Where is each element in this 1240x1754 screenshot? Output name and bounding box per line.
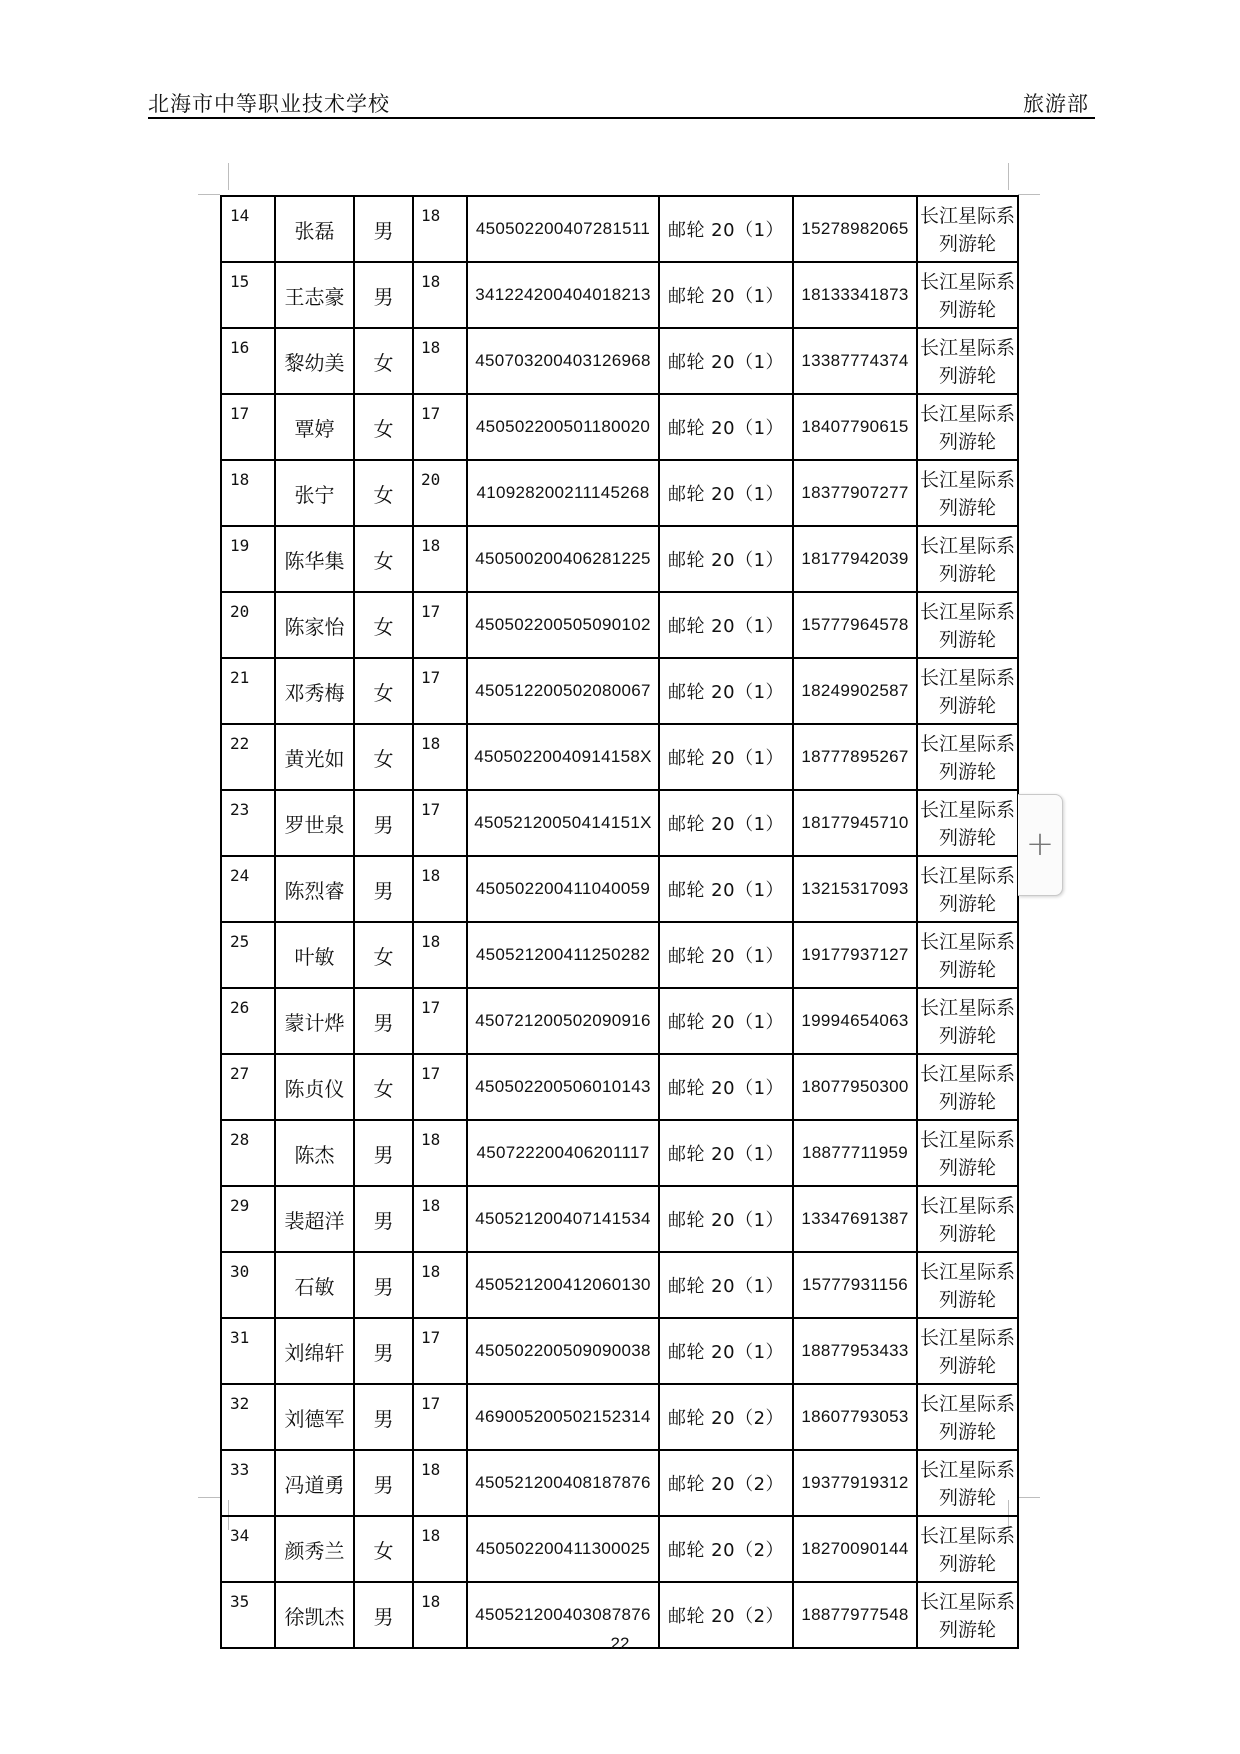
class-name-cell: 邮轮 20（1） (659, 262, 793, 328)
crop-mark-bottom-right-h (1018, 1497, 1040, 1498)
class-name-cell: 邮轮 20（1） (659, 856, 793, 922)
age-cell: 18 (413, 856, 467, 922)
roster-body (221, 196, 1018, 1648)
gender-cell: 女 (354, 1516, 413, 1582)
class-name-cell: 邮轮 20（1） (659, 1318, 793, 1384)
employer-cell: 长江星际系列游轮 (917, 658, 1018, 724)
employer-cell: 长江星际系列游轮 (917, 1582, 1018, 1648)
student-name-cell: 陈贞仪 (275, 1054, 354, 1120)
gender-cell: 女 (354, 592, 413, 658)
age-cell: 18 (413, 922, 467, 988)
employer-cell: 长江星际系列游轮 (917, 262, 1018, 328)
employer-cell: 长江星际系列游轮 (917, 460, 1018, 526)
age-cell: 17 (413, 790, 467, 856)
age-cell: 17 (413, 394, 467, 460)
student-name-cell: 刘绵轩 (275, 1318, 354, 1384)
age-cell: 18 (413, 1186, 467, 1252)
row-number-cell: 31 (221, 1318, 275, 1384)
gender-cell: 男 (354, 1318, 413, 1384)
table-row (221, 1516, 1018, 1582)
table-row (221, 262, 1018, 328)
row-number-cell: 18 (221, 460, 275, 526)
class-name-cell: 邮轮 20（2） (659, 1582, 793, 1648)
student-name-cell: 石敏 (275, 1252, 354, 1318)
plus-icon: + (1025, 824, 1055, 864)
class-name-cell: 邮轮 20（2） (659, 1450, 793, 1516)
id-number-cell: 450521200412060130 (467, 1252, 659, 1318)
class-name-cell: 邮轮 20（1） (659, 1120, 793, 1186)
age-cell: 18 (413, 1582, 467, 1648)
phone-number-cell: 18877711959 (793, 1120, 917, 1186)
table-row (221, 328, 1018, 394)
student-name-cell: 陈华集 (275, 526, 354, 592)
row-number-cell: 34 (221, 1516, 275, 1582)
student-name-cell: 罗世泉 (275, 790, 354, 856)
row-number-cell: 15 (221, 262, 275, 328)
phone-number-cell: 13215317093 (793, 856, 917, 922)
row-number-cell: 19 (221, 526, 275, 592)
row-number-cell: 23 (221, 790, 275, 856)
student-name-cell: 陈烈睿 (275, 856, 354, 922)
gender-cell: 女 (354, 922, 413, 988)
employer-cell: 长江星际系列游轮 (917, 1384, 1018, 1450)
class-name-cell: 邮轮 20（1） (659, 790, 793, 856)
phone-number-cell: 18877977548 (793, 1582, 917, 1648)
gender-cell: 男 (354, 856, 413, 922)
id-number-cell: 45052120050414151X (467, 790, 659, 856)
id-number-cell: 469005200502152314 (467, 1384, 659, 1450)
gender-cell: 女 (354, 658, 413, 724)
class-name-cell: 邮轮 20（1） (659, 328, 793, 394)
table-row (221, 922, 1018, 988)
gender-cell: 女 (354, 394, 413, 460)
row-number-cell: 26 (221, 988, 275, 1054)
student-name-cell: 陈杰 (275, 1120, 354, 1186)
phone-number-cell: 18133341873 (793, 262, 917, 328)
id-number-cell: 450502200501180020 (467, 394, 659, 460)
employer-cell: 长江星际系列游轮 (917, 328, 1018, 394)
employer-cell: 长江星际系列游轮 (917, 196, 1018, 262)
phone-number-cell: 18249902587 (793, 658, 917, 724)
id-number-cell: 450521200407141534 (467, 1186, 659, 1252)
table-row (221, 856, 1018, 922)
row-number-cell: 33 (221, 1450, 275, 1516)
phone-number-cell: 15777964578 (793, 592, 917, 658)
age-cell: 18 (413, 1450, 467, 1516)
table-row (221, 394, 1018, 460)
age-cell: 17 (413, 988, 467, 1054)
phone-number-cell: 15777931156 (793, 1252, 917, 1318)
table-row (221, 1054, 1018, 1120)
row-number-cell: 35 (221, 1582, 275, 1648)
class-name-cell: 邮轮 20（1） (659, 922, 793, 988)
class-name-cell: 邮轮 20（1） (659, 526, 793, 592)
id-number-cell: 450521200411250282 (467, 922, 659, 988)
id-number-cell: 450502200505090102 (467, 592, 659, 658)
gender-cell: 女 (354, 526, 413, 592)
id-number-cell: 450500200406281225 (467, 526, 659, 592)
employer-cell: 长江星际系列游轮 (917, 922, 1018, 988)
page-number: 22 (610, 1634, 630, 1653)
student-name-cell: 黄光如 (275, 724, 354, 790)
age-cell: 17 (413, 1054, 467, 1120)
id-number-cell: 450512200502080067 (467, 658, 659, 724)
row-number-cell: 22 (221, 724, 275, 790)
class-name-cell: 邮轮 20（1） (659, 196, 793, 262)
crop-mark-top-right-v (1008, 163, 1009, 190)
row-number-cell: 25 (221, 922, 275, 988)
phone-number-cell: 18877953433 (793, 1318, 917, 1384)
class-name-cell: 邮轮 20（1） (659, 1054, 793, 1120)
employer-cell: 长江星际系列游轮 (917, 1252, 1018, 1318)
gender-cell: 男 (354, 1450, 413, 1516)
table-row (221, 724, 1018, 790)
student-name-cell: 徐凯杰 (275, 1582, 354, 1648)
employer-cell: 长江星际系列游轮 (917, 1450, 1018, 1516)
table-row (221, 526, 1018, 592)
class-name-cell: 邮轮 20（2） (659, 1384, 793, 1450)
row-number-cell: 30 (221, 1252, 275, 1318)
employer-cell: 长江星际系列游轮 (917, 988, 1018, 1054)
student-name-cell: 蒙计烨 (275, 988, 354, 1054)
gender-cell: 男 (354, 1384, 413, 1450)
employer-cell: 长江星际系列游轮 (917, 790, 1018, 856)
table-row (221, 790, 1018, 856)
student-name-cell: 黎幼美 (275, 328, 354, 394)
gender-cell: 女 (354, 460, 413, 526)
age-cell: 18 (413, 262, 467, 328)
row-number-cell: 14 (221, 196, 275, 262)
age-cell: 18 (413, 1252, 467, 1318)
gender-cell: 男 (354, 1120, 413, 1186)
table-row (221, 1120, 1018, 1186)
table-row (221, 1384, 1018, 1450)
student-name-cell: 覃婷 (275, 394, 354, 460)
student-name-cell: 刘德军 (275, 1384, 354, 1450)
class-name-cell: 邮轮 20（1） (659, 1252, 793, 1318)
gender-cell: 男 (354, 988, 413, 1054)
age-cell: 17 (413, 1384, 467, 1450)
table-row (221, 196, 1018, 262)
phone-number-cell: 18270090144 (793, 1516, 917, 1582)
gender-cell: 女 (354, 328, 413, 394)
row-number-cell: 24 (221, 856, 275, 922)
id-number-cell: 450502200509090038 (467, 1318, 659, 1384)
employer-cell: 长江星际系列游轮 (917, 394, 1018, 460)
table-row (221, 1450, 1018, 1516)
age-cell: 17 (413, 658, 467, 724)
row-number-cell: 17 (221, 394, 275, 460)
id-number-cell: 450502200506010143 (467, 1054, 659, 1120)
phone-number-cell: 18777895267 (793, 724, 917, 790)
crop-mark-bottom-left-h (198, 1497, 220, 1498)
class-name-cell: 邮轮 20（1） (659, 394, 793, 460)
phone-number-cell: 19994654063 (793, 988, 917, 1054)
gender-cell: 男 (354, 1582, 413, 1648)
phone-number-cell: 19177937127 (793, 922, 917, 988)
class-name-cell: 邮轮 20（1） (659, 460, 793, 526)
employer-cell: 长江星际系列游轮 (917, 1054, 1018, 1120)
student-name-cell: 冯道勇 (275, 1450, 354, 1516)
class-name-cell: 邮轮 20（1） (659, 724, 793, 790)
id-number-cell: 45050220040914158X (467, 724, 659, 790)
row-number-cell: 28 (221, 1120, 275, 1186)
class-name-cell: 邮轮 20（1） (659, 658, 793, 724)
gender-cell: 女 (354, 724, 413, 790)
gender-cell: 男 (354, 1186, 413, 1252)
age-cell: 18 (413, 328, 467, 394)
table-row (221, 1252, 1018, 1318)
age-cell: 18 (413, 724, 467, 790)
employer-cell: 长江星际系列游轮 (917, 1516, 1018, 1582)
employer-cell: 长江星际系列游轮 (917, 592, 1018, 658)
age-cell: 18 (413, 1516, 467, 1582)
row-number-cell: 29 (221, 1186, 275, 1252)
age-cell: 17 (413, 1318, 467, 1384)
id-number-cell: 450703200403126968 (467, 328, 659, 394)
employer-cell: 长江星际系列游轮 (917, 1120, 1018, 1186)
age-cell: 18 (413, 526, 467, 592)
student-name-cell: 张宁 (275, 460, 354, 526)
employer-cell: 长江星际系列游轮 (917, 724, 1018, 790)
phone-number-cell: 18077950300 (793, 1054, 917, 1120)
class-name-cell: 邮轮 20（2） (659, 1516, 793, 1582)
employer-cell: 长江星际系列游轮 (917, 1318, 1018, 1384)
table-row (221, 460, 1018, 526)
class-name-cell: 邮轮 20（1） (659, 1186, 793, 1252)
id-number-cell: 450722200406201117 (467, 1120, 659, 1186)
student-name-cell: 张磊 (275, 196, 354, 262)
class-name-cell: 邮轮 20（1） (659, 988, 793, 1054)
student-name-cell: 裴超洋 (275, 1186, 354, 1252)
phone-number-cell: 15278982065 (793, 196, 917, 262)
employer-cell: 长江星际系列游轮 (917, 526, 1018, 592)
phone-number-cell: 18177942039 (793, 526, 917, 592)
row-number-cell: 27 (221, 1054, 275, 1120)
gender-cell: 男 (354, 1252, 413, 1318)
class-name-cell: 邮轮 20（1） (659, 592, 793, 658)
table-row (221, 592, 1018, 658)
phone-number-cell: 18177945710 (793, 790, 917, 856)
student-name-cell: 邓秀梅 (275, 658, 354, 724)
row-number-cell: 16 (221, 328, 275, 394)
crop-mark-top-left-v (228, 163, 229, 190)
student-name-cell: 叶敏 (275, 922, 354, 988)
student-name-cell: 王志豪 (275, 262, 354, 328)
id-number-cell: 341224200404018213 (467, 262, 659, 328)
employer-cell: 长江星际系列游轮 (917, 856, 1018, 922)
add-row-button[interactable] (1018, 794, 1063, 896)
phone-number-cell: 18407790615 (793, 394, 917, 460)
student-name-cell: 颜秀兰 (275, 1516, 354, 1582)
age-cell: 20 (413, 460, 467, 526)
age-cell: 18 (413, 196, 467, 262)
id-number-cell: 450521200408187876 (467, 1450, 659, 1516)
row-number-cell: 21 (221, 658, 275, 724)
page-header-school: 北海市中等职业技术学校 (148, 92, 390, 116)
page-header-department: 旅游部 (1023, 92, 1089, 116)
table-row (221, 658, 1018, 724)
crop-mark-top-right-h (1018, 194, 1040, 195)
phone-number-cell: 18377907277 (793, 460, 917, 526)
id-number-cell: 450502200411300025 (467, 1516, 659, 1582)
gender-cell: 男 (354, 196, 413, 262)
student-name-cell: 陈家怡 (275, 592, 354, 658)
table-row (221, 1186, 1018, 1252)
phone-number-cell: 13347691387 (793, 1186, 917, 1252)
id-number-cell: 450502200411040059 (467, 856, 659, 922)
age-cell: 18 (413, 1120, 467, 1186)
phone-number-cell: 13387774374 (793, 328, 917, 394)
id-number-cell: 450521200403087876 (467, 1582, 659, 1648)
table-row (221, 1318, 1018, 1384)
phone-number-cell: 18607793053 (793, 1384, 917, 1450)
gender-cell: 女 (354, 1054, 413, 1120)
id-number-cell: 410928200211145268 (467, 460, 659, 526)
student-roster-table (220, 195, 1019, 1649)
header-rule (148, 117, 1095, 119)
gender-cell: 男 (354, 262, 413, 328)
gender-cell: 男 (354, 790, 413, 856)
age-cell: 17 (413, 592, 467, 658)
table-row (221, 988, 1018, 1054)
employer-cell: 长江星际系列游轮 (917, 1186, 1018, 1252)
crop-mark-top-left-h (198, 194, 220, 195)
row-number-cell: 20 (221, 592, 275, 658)
id-number-cell: 450502200407281511 (467, 196, 659, 262)
row-number-cell: 32 (221, 1384, 275, 1450)
phone-number-cell: 19377919312 (793, 1450, 917, 1516)
id-number-cell: 450721200502090916 (467, 988, 659, 1054)
